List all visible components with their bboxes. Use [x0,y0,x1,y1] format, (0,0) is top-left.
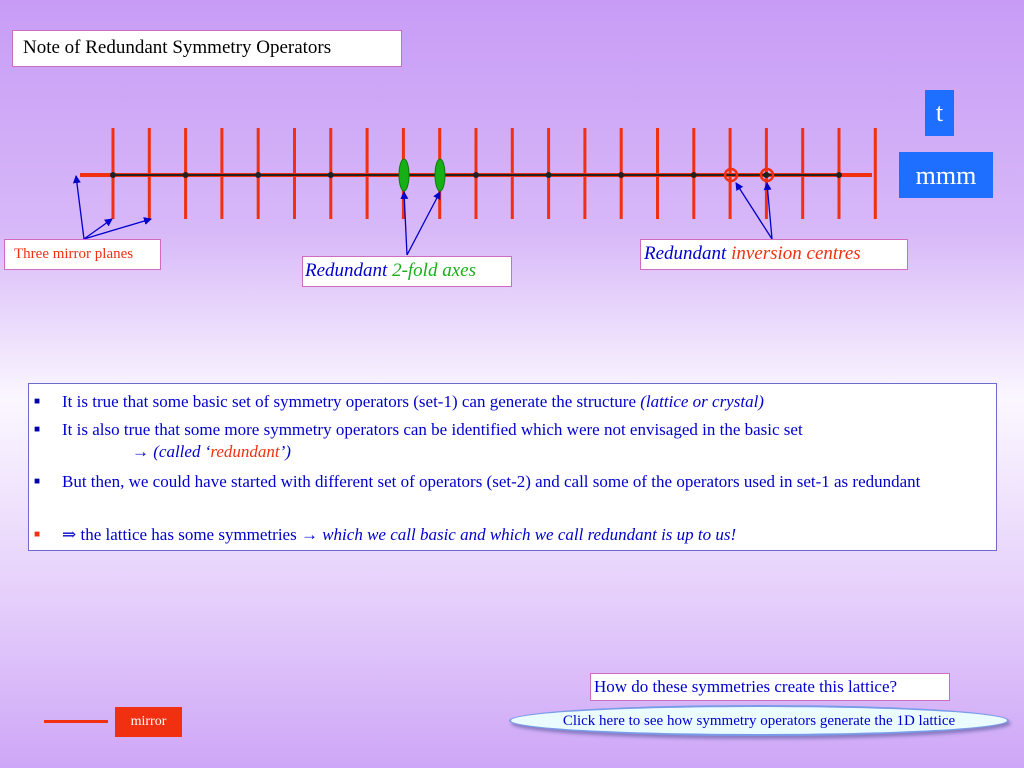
lattice-point [183,172,189,178]
mirror-legend-line [44,720,108,723]
question-text: How do these symmetries create this lattice? [590,673,950,701]
bullet-italic: (lattice or crystal) [640,392,764,411]
bullet-text: But then, we could have started with different set of operators (set-2) and call some of the operators used in set-1 as redundant [62,472,921,491]
bullet-italic-red: redundant [210,442,280,461]
bullet-italic: (called ‘ [149,442,211,461]
bullet-text: It is also true that some more symmetry operators can be identified which were not envisaged in the basic set [62,420,803,439]
bullet-italic: ’) [279,442,291,461]
arrow [84,219,112,239]
arrow [407,192,440,255]
two-fold-highlight: 2-fold axes [392,260,476,281]
two-fold-axis-symbol [399,159,409,191]
lattice-point [836,172,842,178]
right-arrow-icon: → [132,442,149,461]
two-fold-prefix: Redundant [305,260,393,281]
translation-badge: t [925,90,954,136]
lattice-point [328,172,334,178]
bullet-item [34,419,989,463]
lattice-point [763,172,769,178]
arrow [404,192,407,255]
arrow [84,219,151,239]
bullet-item [34,524,989,546]
bullet-item [34,471,989,493]
bullet-item [34,391,989,413]
inversion-centres-label [640,239,908,270]
inversion-highlight: inversion centres [731,243,861,264]
bullet-list [28,383,997,551]
lattice-point [473,172,479,178]
bullet-text: It is true that some basic set of symmetry operators (set-1) can generate the structure [62,392,641,411]
square-bullet-icon: ■ [34,396,41,407]
lattice-point [110,172,116,178]
lattice-point [618,172,624,178]
two-fold-axes-label [302,256,512,287]
square-bullet-icon: ■ [34,529,41,540]
arrow [76,176,84,239]
slide-title: Note of Redundant Symmetry Operators [12,30,402,67]
inversion-prefix: Redundant [644,243,732,264]
square-bullet-icon: ■ [34,424,41,435]
lattice-point [691,172,697,178]
mirror-planes-label: Three mirror planes [4,239,161,270]
show-generation-button[interactable]: Click here to see how symmetry operators generate the 1D lattice [509,705,1009,736]
point-group-badge: mmm [899,152,993,198]
bullet-text: the lattice has some symmetries [76,525,301,544]
lattice-point [546,172,552,178]
lattice-point [255,172,261,178]
right-arrow-icon: → [300,525,318,544]
square-bullet-icon: ■ [34,476,41,487]
two-fold-axis-symbol [435,159,445,191]
bullet-italic: which we call basic and which we call redundant is up to us! [317,525,737,544]
implies-arrow-icon: ⇒ [62,525,77,544]
mirror-legend-label: mirror [115,707,182,737]
